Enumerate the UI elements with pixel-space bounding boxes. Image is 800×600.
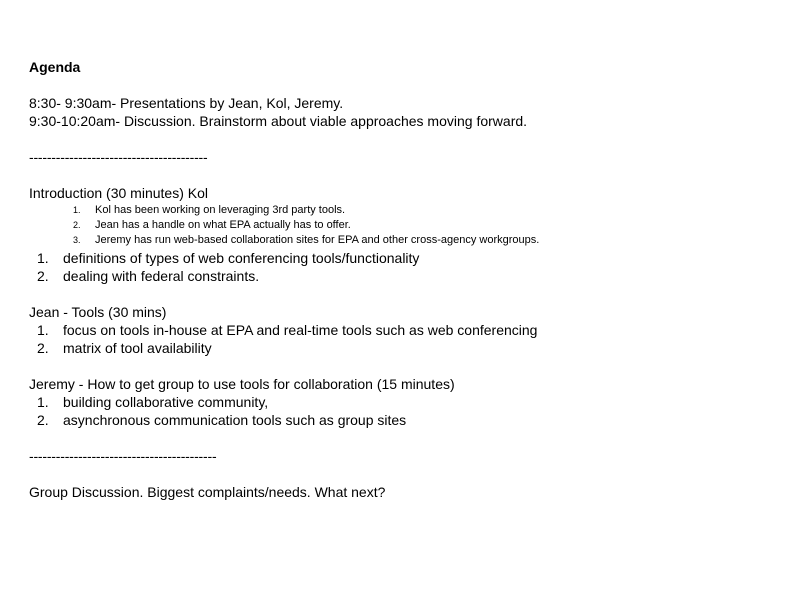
list-item xyxy=(29,218,789,233)
list-text: Jean has a handle on what EPA actually has to offer. xyxy=(95,219,351,231)
list-text: dealing with federal constraints. xyxy=(63,268,260,284)
list-number: 2. xyxy=(37,340,49,356)
list-number: 2. xyxy=(73,220,81,230)
list-number: 1. xyxy=(37,394,49,410)
list-item xyxy=(29,339,789,357)
list-text: focus on tools in-house at EPA and real-time tools such as web conferencing xyxy=(63,322,538,338)
list-text: building collaborative community, xyxy=(63,394,269,410)
list-text: Kol has been working on leveraging 3rd party tools. xyxy=(95,204,346,216)
closing-line: Group Discussion. Biggest complaints/needs. What next? xyxy=(29,484,386,500)
list-number: 2. xyxy=(37,412,49,428)
list-text: matrix of tool availability xyxy=(63,340,212,356)
list-item xyxy=(29,411,789,429)
list-item xyxy=(29,393,789,411)
list-text: Jeremy has run web-based collaboration sites for EPA and other cross-agency workgroups. xyxy=(95,234,540,246)
list-item xyxy=(29,249,789,267)
list-text: definitions of types of web conferencing tools/functionality xyxy=(63,250,420,266)
intro-heading: Introduction (30 minutes) Kol xyxy=(29,185,208,201)
jean-list xyxy=(29,321,789,357)
schedule-line-2: 9:30-10:20am- Discussion. Brainstorm about viable approaches moving forward. xyxy=(29,113,528,129)
divider-top: ---------------------------------------- xyxy=(29,149,208,165)
list-item xyxy=(29,321,789,339)
intro-sub-list xyxy=(29,203,789,248)
list-number: 2. xyxy=(37,268,49,284)
agenda-title: Agenda xyxy=(29,59,81,75)
list-number: 3. xyxy=(73,235,81,245)
divider-bottom: ------------------------------------------ xyxy=(29,448,217,464)
jeremy-list xyxy=(29,393,789,429)
jean-heading: Jean - Tools (30 mins) xyxy=(29,304,167,320)
list-item xyxy=(29,233,789,248)
list-number: 1. xyxy=(73,205,81,215)
list-item xyxy=(29,267,789,285)
list-text: asynchronous communication tools such as group sites xyxy=(63,412,407,428)
schedule-line-1: 8:30- 9:30am- Presentations by Jean, Kol, Jeremy. xyxy=(29,95,344,111)
list-item xyxy=(29,203,789,218)
agenda-document xyxy=(29,58,789,501)
list-number: 1. xyxy=(37,322,49,338)
list-number: 1. xyxy=(37,250,49,266)
intro-list xyxy=(29,249,789,285)
jeremy-heading: Jeremy - How to get group to use tools for collaboration (15 minutes) xyxy=(29,376,455,392)
